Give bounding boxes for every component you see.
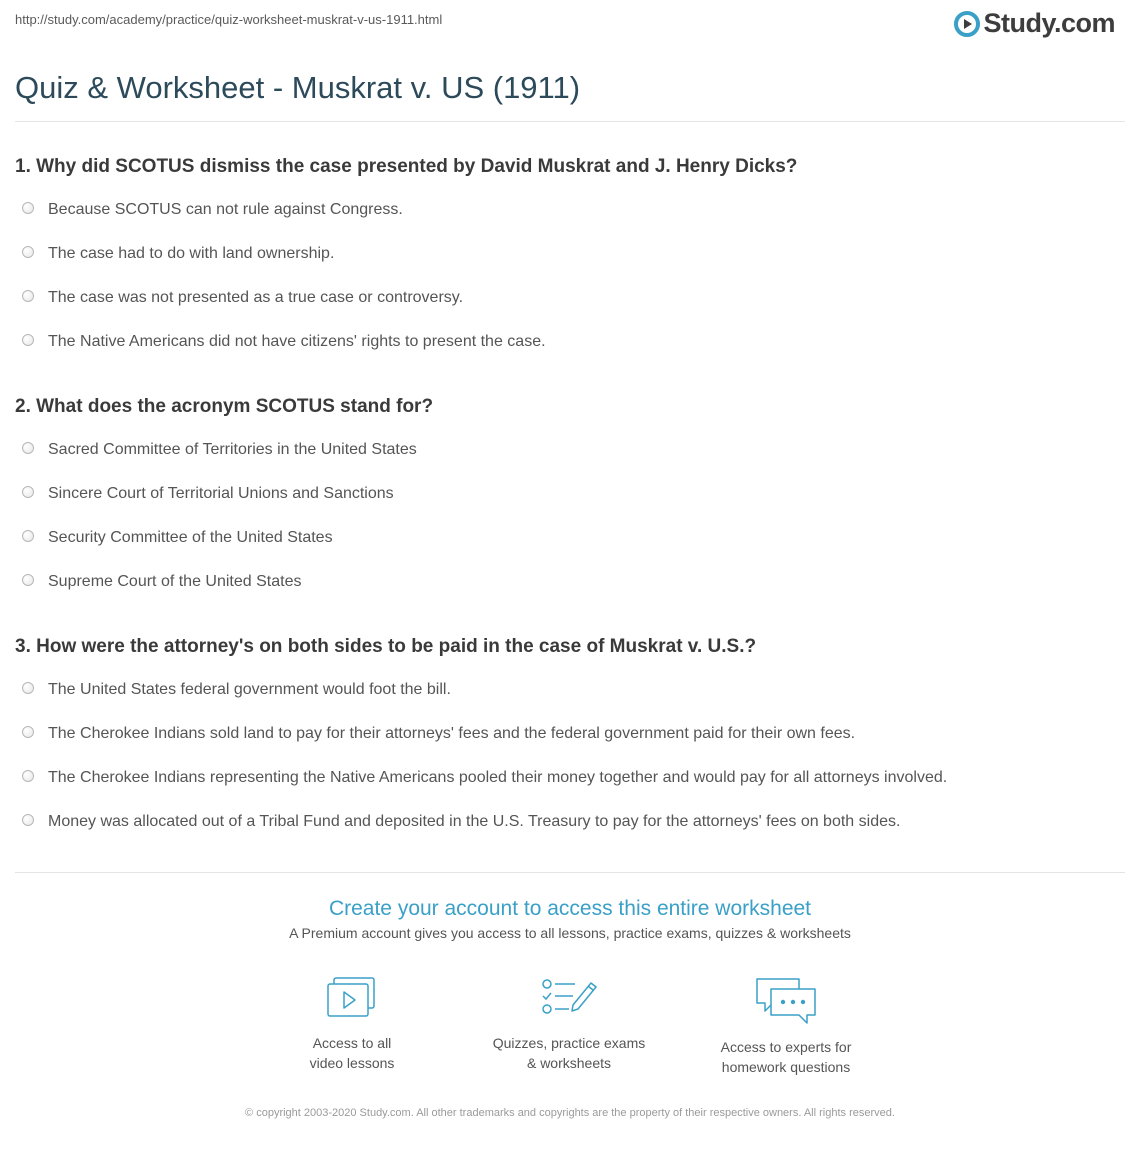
- radio-button[interactable]: [22, 574, 34, 586]
- question-3-option-4[interactable]: [22, 813, 900, 831]
- question-2-option-4[interactable]: [22, 573, 301, 591]
- option-label: Sacred Committee of Territories in the United States: [48, 441, 417, 458]
- feature-video-lessons: [252, 975, 452, 1073]
- video-lessons-icon: [324, 975, 380, 1023]
- question-2-option-1[interactable]: [22, 441, 417, 459]
- feature-quizzes: [469, 975, 669, 1073]
- question-1-option-3[interactable]: [22, 289, 463, 307]
- question-1-option-2[interactable]: [22, 245, 334, 263]
- copyright-footer: © copyright 2003-2020 Study.com. All other trademarks and copyrights are the property of their respective owners. All rights reserved.: [245, 1107, 895, 1119]
- feature-label: Access to all video lessons: [309, 1035, 395, 1071]
- title-divider: [15, 121, 1125, 122]
- feature-label: Access to experts for homework questions: [720, 1039, 852, 1075]
- play-circle-icon: [954, 11, 980, 37]
- quiz-checklist-icon: [539, 975, 599, 1023]
- question-3-option-1[interactable]: [22, 681, 451, 699]
- section-divider: [15, 872, 1125, 873]
- question-2-option-2[interactable]: [22, 485, 394, 503]
- radio-button[interactable]: [22, 726, 34, 738]
- radio-button[interactable]: [22, 486, 34, 498]
- feature-label: Quizzes, practice exams & worksheets: [492, 1035, 646, 1071]
- question-1-option-1[interactable]: [22, 201, 403, 219]
- question-2-option-3[interactable]: [22, 529, 333, 547]
- question-3-option-3[interactable]: [22, 769, 947, 787]
- question-3-option-2[interactable]: [22, 725, 855, 743]
- option-label: The Cherokee Indians sold land to pay for their attorneys' fees and the federal government paid for their own fees.: [48, 725, 856, 742]
- option-label: The case had to do with land ownership.: [48, 245, 335, 262]
- option-label: Supreme Court of the United States: [48, 573, 302, 590]
- study-logo[interactable]: [954, 8, 1115, 39]
- radio-button[interactable]: [22, 442, 34, 454]
- radio-button[interactable]: [22, 202, 34, 214]
- option-label: The United States federal government would foot the bill.: [48, 681, 451, 698]
- logo-text: Study.com: [983, 8, 1115, 38]
- cta-subtitle: A Premium account gives you access to all lessons, practice exams, quizzes & worksheets: [289, 925, 851, 941]
- page-url: http://study.com/academy/practice/quiz-worksheet-muskrat-v-us-1911.html: [15, 12, 443, 27]
- radio-button[interactable]: [22, 290, 34, 302]
- radio-button[interactable]: [22, 246, 34, 258]
- option-label: Security Committee of the United States: [48, 529, 333, 546]
- chat-bubbles-icon: [753, 975, 819, 1027]
- radio-button[interactable]: [22, 770, 34, 782]
- radio-button[interactable]: [22, 814, 34, 826]
- question-1: 1. Why did SCOTUS dismiss the case presented by David Muskrat and J. Henry Dicks?: [15, 156, 798, 177]
- option-label: The Cherokee Indians representing the Native Americans pooled their money together and would pay for all attorneys involved.: [48, 769, 948, 786]
- option-label: Money was allocated out of a Tribal Fund and deposited in the U.S. Treasury to pay for the attorneys' fees on both sides.: [48, 813, 901, 830]
- question-3: 3. How were the attorney's on both sides to be paid in the case of Muskrat v. U.S.?: [15, 636, 757, 657]
- option-label: Sincere Court of Territorial Unions and Sanctions: [48, 485, 394, 502]
- page-title: Quiz & Worksheet - Muskrat v. US (1911): [15, 70, 581, 105]
- question-2: 2. What does the acronym SCOTUS stand for?: [15, 396, 434, 417]
- feature-experts: [686, 975, 886, 1077]
- question-1-option-4[interactable]: [22, 333, 546, 351]
- radio-button[interactable]: [22, 334, 34, 346]
- option-label: The Native Americans did not have citizens' rights to present the case.: [48, 333, 546, 350]
- create-account-link[interactable]: Create your account to access this entire worksheet: [328, 897, 812, 920]
- option-label: Because SCOTUS can not rule against Congress.: [48, 201, 403, 218]
- radio-button[interactable]: [22, 530, 34, 542]
- radio-button[interactable]: [22, 682, 34, 694]
- option-label: The case was not presented as a true case or controversy.: [48, 289, 464, 306]
